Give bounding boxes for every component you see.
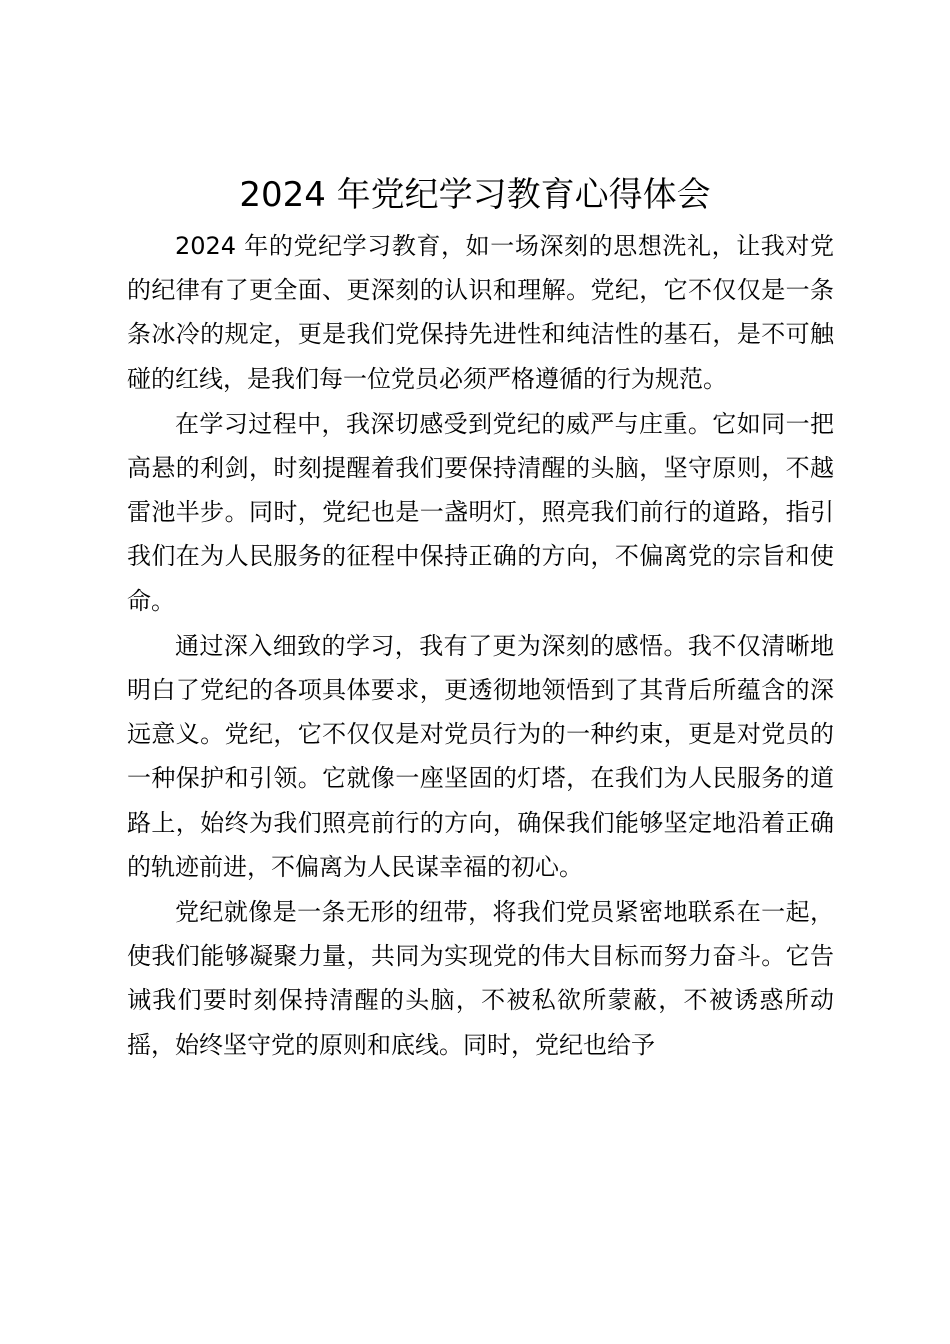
- paragraph-1: 2024 年的党纪学习教育，如一场深刻的思想洗礼，让我对党的纪律有了更全面、更深刻的认识和理解。党纪，它不仅仅是一条条冰冷的规定，更是我们党保持先进性和纯洁性的基石，是不可触碰的红线，是我们每一位党员必须严格遵循的行为规范。: [127, 232, 834, 393]
- document-title: 2024 年党纪学习教育心得体会: [239, 175, 711, 215]
- paragraph-4: 党纪就像是一条无形的纽带，将我们党员紧密地联系在一起，使我们能够凝聚力量，共同为实现党的伟大目标而努力奋斗。它告诫我们要时刻保持清醒的头脑，不被私欲所蒙蔽，不被诱惑所动摇，始终坚守党的原则和底线。同时，党纪也给予: [127, 898, 834, 1059]
- paragraph-3: 通过深入细致的学习，我有了更为深刻的感悟。我不仅清晰地明白了党纪的各项具体要求，更透彻地领悟到了其背后所蕴含的深远意义。党纪，它不仅仅是对党员行为的一种约束，更是对党员的一种保护和引领。它就像一座坚固的灯塔，在我们为人民服务的道路上，始终为我们照亮前行的方向，确保我们能够坚定地沿着正确的轨迹前进，不偏离为人民谋幸福的初心。: [127, 631, 834, 881]
- document-body: [127, 224, 834, 1068]
- paragraph-2: 在学习过程中，我深切感受到党纪的威严与庄重。它如同一把高悬的利剑，时刻提醒着我们要保持清醒的头脑，坚守原则，不越雷池半步。同时，党纪也是一盏明灯，照亮我们前行的道路，指引我们在为人民服务的征程中保持正确的方向，不偏离党的宗旨和使命。: [127, 409, 834, 615]
